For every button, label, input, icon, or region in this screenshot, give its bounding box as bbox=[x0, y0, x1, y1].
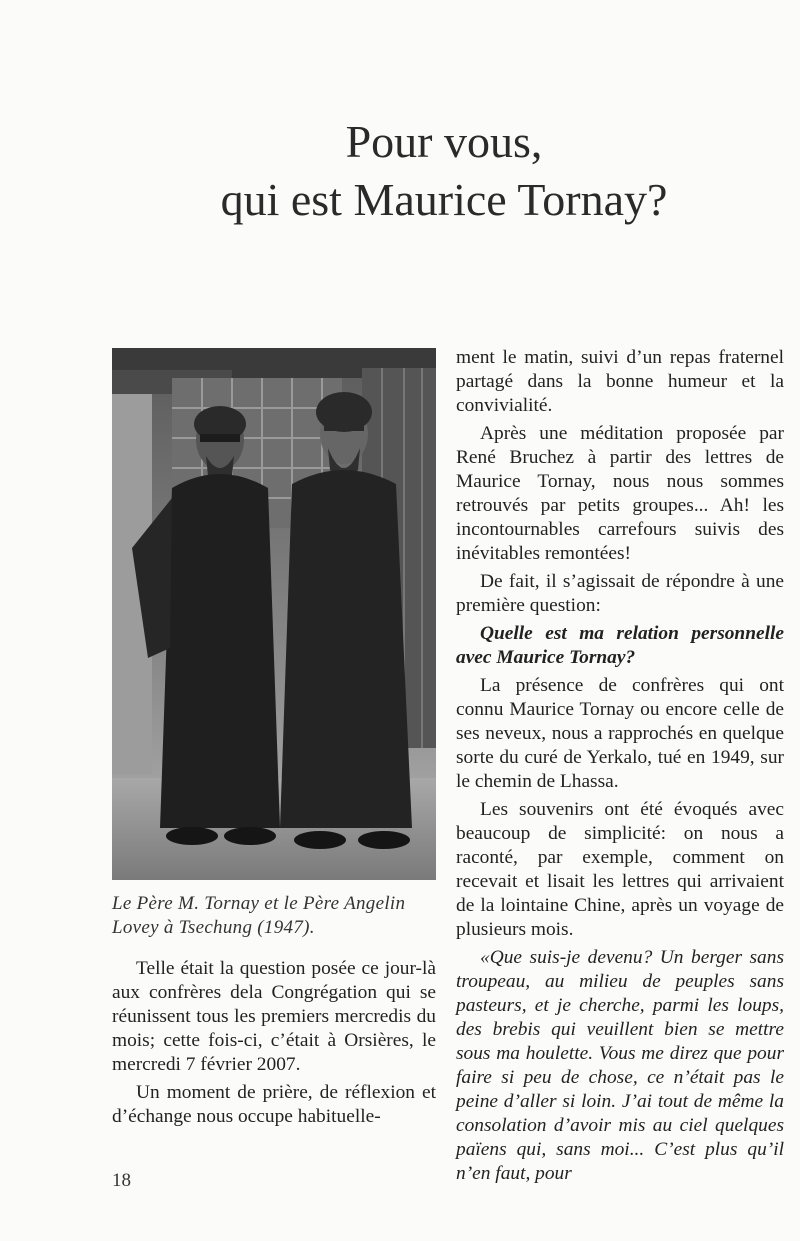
photo-two-priests bbox=[112, 348, 436, 880]
right-paragraph-4: La présence de confrères qui ont connu Maurice Tornay ou encore celle de ses neveux, nous a rapprochés en quelque sorte du curé de Yerkalo, tué en 1949, sur le chemin de Lhassa. bbox=[456, 675, 784, 792]
question-heading: Quelle est ma relation personnelle avec Maurice Tornay? bbox=[456, 623, 784, 668]
title-line-2: qui est Maurice Tornay? bbox=[220, 174, 668, 225]
right-paragraph-2: Après une méditation proposée par René Bruchez à partir des lettres de Maurice Tornay, nous nous sommes retrouvés par petits groupes... Ah! les incontournables carrefours suivis des inévitables remontées! bbox=[456, 423, 784, 564]
letter-quote: «Que suis-je devenu? Un berger sans troupeau, au milieu de peuples sans pasteurs, et je cherche, parmi les loups, des brebis qui veuillent bien se mettre sous ma houlette. Vous me direz que pour faire si peu de chose, ce n’était pas le peine d’aller si loin. J’ai tout de même la consolation d’avoir mis au ciel quelques païens qui, sans moi... C’est plus qu’il n’en faut, pour bbox=[456, 947, 784, 1184]
left-column bbox=[112, 953, 436, 1129]
left-paragraph-1: Telle était la question posée ce jour-là aux confrères dela Congrégation qui se réunissent tous les premiers mercredis du mois; cette fois-ci, c’était à Orsières, le mercredi 7 février 2007. bbox=[112, 958, 436, 1075]
right-paragraph-5: Les souvenirs ont été évoqués avec beaucoup de simplicité: on nous a raconté, par exemple, comment on recevait et lisait les lettres qui arrivaient de la lointaine Chine, après un voyage de plusieurs mois. bbox=[456, 799, 784, 940]
page-number: 18 bbox=[112, 1170, 131, 1191]
right-paragraph-3: De fait, il s’agissait de répondre à une première question: bbox=[456, 571, 784, 616]
right-column bbox=[456, 346, 784, 1186]
title-line-1: Pour vous, bbox=[345, 116, 543, 167]
photo-caption: Le Père M. Tornay et le Père Angelin Lovey à Tsechung (1947). bbox=[112, 893, 406, 938]
right-paragraph-continued: ment le matin, suivi d’un repas fraternel partagé dans la bonne humeur et la convivialité. bbox=[456, 347, 784, 416]
left-paragraph-2: Un moment de prière, de réflexion et d’échange nous occupe habituelle- bbox=[112, 1082, 436, 1127]
